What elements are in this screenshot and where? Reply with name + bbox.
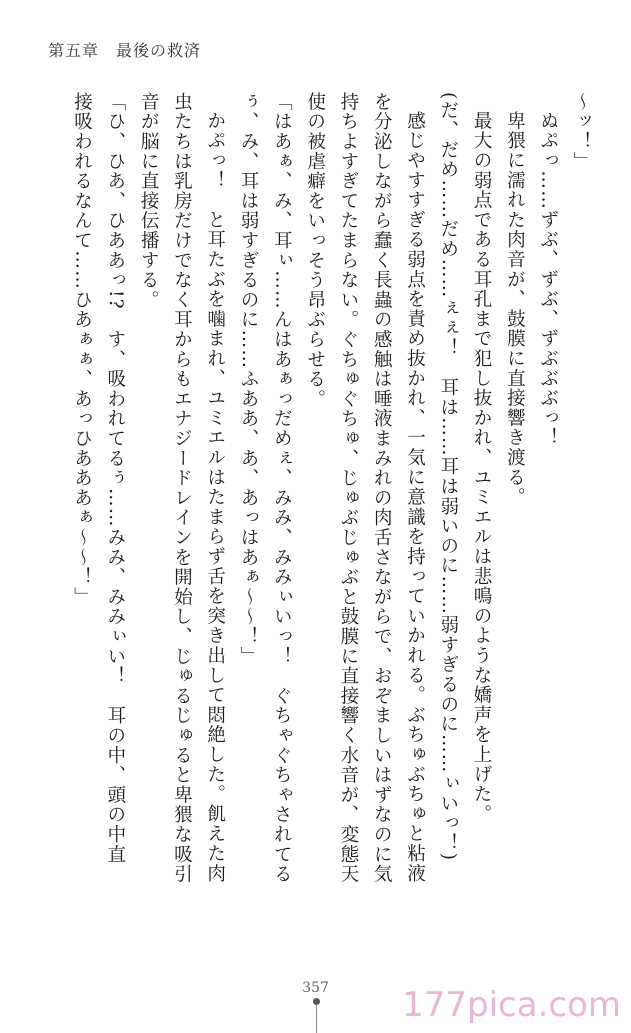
text-line: 持ちよすぎてたまらない。ぐちゅぐちゅ、じゅぶじゅぶと鼓膜に直接響く水音が、変態天 [337, 92, 359, 884]
running-head-chapter-title: 第五章 最後の救済 [48, 41, 202, 60]
text-line: ぬぷっ……ずぶ、ずぶ、ずぶぶぶっ！ [537, 110, 559, 448]
text-line: (だ、だめ……だめ……ぇぇ！ 耳は……耳は弱いのに……弱すぎるのに……ぃいっ！) [437, 92, 459, 862]
vertical-text-block [38, 92, 598, 952]
text-line: 音が脳に直接伝播する。 [138, 92, 160, 310]
text-line: かぷっ！ と耳たぶを噛まれ、ユミエルはたまらず舌を突き出して悶絶した。飢えた肉 [204, 110, 226, 883]
text-line: 最大の弱点である耳孔まで犯し抜かれ、ユミエルは悲鳴のような嬌声を上げた。 [471, 110, 493, 824]
page-marker-line [316, 1004, 317, 1033]
text-line: 使の被虐癖をいっそう昂ぶらせる。 [304, 92, 326, 409]
text-line: を分泌しながら蠢く長蟲の感触は唾液まみれの肉舌さながらで、おぞましいはずなのに気 [371, 92, 393, 884]
page-number: 357 [302, 980, 329, 996]
text-line: 「はあぁ、み、耳ぃ……んはあぁっだめぇ、みみ、みみぃいっ！ ぐちゃぐちゃされてる [271, 92, 293, 884]
watermark-logo: 177pica.com [402, 985, 621, 1025]
text-line: 虫たちは乳房だけでなく耳からもエナジードレインを開始し、じゅるじゅると卑猥な吸引 [171, 92, 193, 884]
text-line: 「ひ、ひあ、ひああっ!? す、吸われてるぅ……みみ、みみぃい！ 耳の中、頭の中直 [104, 92, 126, 865]
text-line: 卑猥に濡れた肉音が、鼓膜に直接響き渡る。 [504, 110, 526, 507]
text-line: 接吸われるなんて……ひあぁぁ、あっひあああぁ〜〜！」 [71, 92, 93, 607]
text-line: ぅ、み、耳は弱すぎるのに……ふああ、あ、あっはあぁ〜〜！」 [238, 92, 260, 667]
text-line: 感じやすすぎる弱点を責め抜かれ、一気に意識を持っていかれる。ぶちゅぶちゅと粘液 [404, 110, 426, 883]
text-line: 〜ッ！」 [571, 92, 592, 172]
